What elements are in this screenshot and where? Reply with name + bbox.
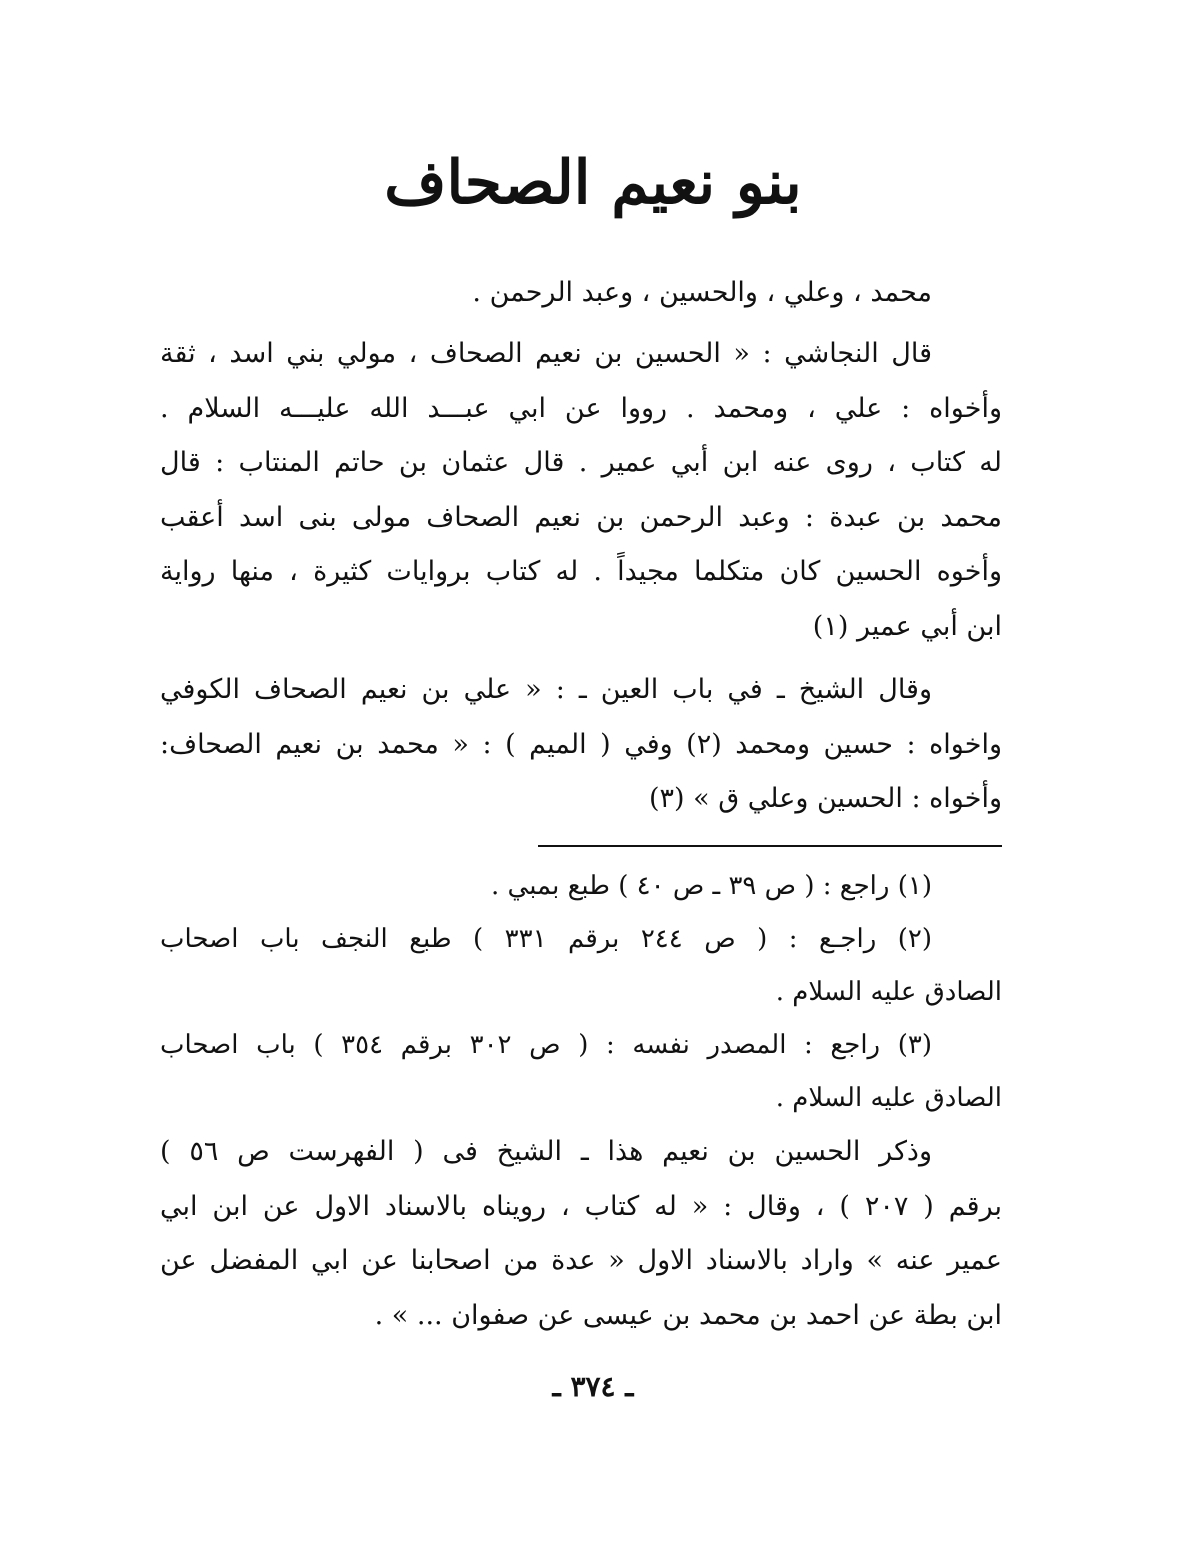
najashi-paragraph [160,327,1002,654]
page-number: ـ ٣٧٤ ـ [552,1370,634,1403]
shaykh-paragraph [160,663,1002,827]
footnote-2-continued: الصادق عليه السلام . [775,977,1002,1007]
najashi-line: له كتاب ، روى عنه ابن أبي عمير . قال عثمان بن حاتم المنتاب : قال [160,447,1002,478]
najashi-line: ابن أبي عمير (١) [812,610,1002,642]
footnote-1: (١) راجع : ( ص ٣٩ ـ ص ٤٠ ) طبع بمبي . [491,871,932,901]
najashi-line: وأخواه : علي ، ومحمد . رووا عن ابي عبـــد الله عليـــه السلام . [160,392,1002,424]
najashi-line: محمد بن عبدة : وعبد الرحمن بن نعيم الصحاف مولى بنى اسد أعقب [160,501,1002,533]
fihrist-line: وذكر الحسين بن نعيم هذا ـ الشيخ فى ( الفهرست ص ٥٦ ) [160,1136,932,1167]
footnote-2: (٢) راجـع : ( ص ٢٤٤ برقم ٣٣١ ) طبع النجف باب اصحاب [160,924,932,954]
footnote-divider [538,845,1002,847]
names-paragraph [160,266,1002,321]
fihrist-line: عمير عنه » واراد بالاسناد الاول « عدة من اصحابنا عن ابي المفضل عن [160,1245,1002,1276]
fihrist-paragraph [160,1125,1002,1343]
chapter-title: بنو نعيم الصحاف [384,148,802,218]
names-line: محمد ، وعلي ، والحسين ، وعبد الرحمن . [472,277,932,308]
footnote-3: (٣) راجع : المصدر نفسه : ( ص ٣٠٢ برقم ٣٥٤ ) باب اصحاب [160,1030,933,1060]
footnotes [160,860,1002,1125]
fihrist-line: برقم ( ٢٠٧ ) ، وقال : « له كتاب ، رويناه بالاسناد الاول عن ابن ابي [160,1190,1002,1222]
najashi-line: قال النجاشي : « الحسين بن نعيم الصحاف ، مولي بني اسد ، ثقة [160,338,932,369]
fihrist-line: ابن بطة عن احمد بن محمد بن عيسى عن صفوان ... » . [374,1299,1002,1331]
najashi-line: وأخوه الحسين كان متكلما مجيداً . له كتاب بروايات كثيرة ، منها رواية [160,556,1002,587]
footnote-3-continued: الصادق عليه السلام . [775,1083,1002,1113]
shaykh-line: واخواه : حسين ومحمد (٢) وفي ( الميم ) : « محمد بن نعيم الصحاف: [160,728,1002,760]
shaykh-line: وأخواه : الحسين وعلي ق » (٣) [648,783,1002,814]
shaykh-line: وقال الشيخ ـ في باب العين ـ : « علي بن نعيم الصحاف الكوفي [160,674,932,705]
